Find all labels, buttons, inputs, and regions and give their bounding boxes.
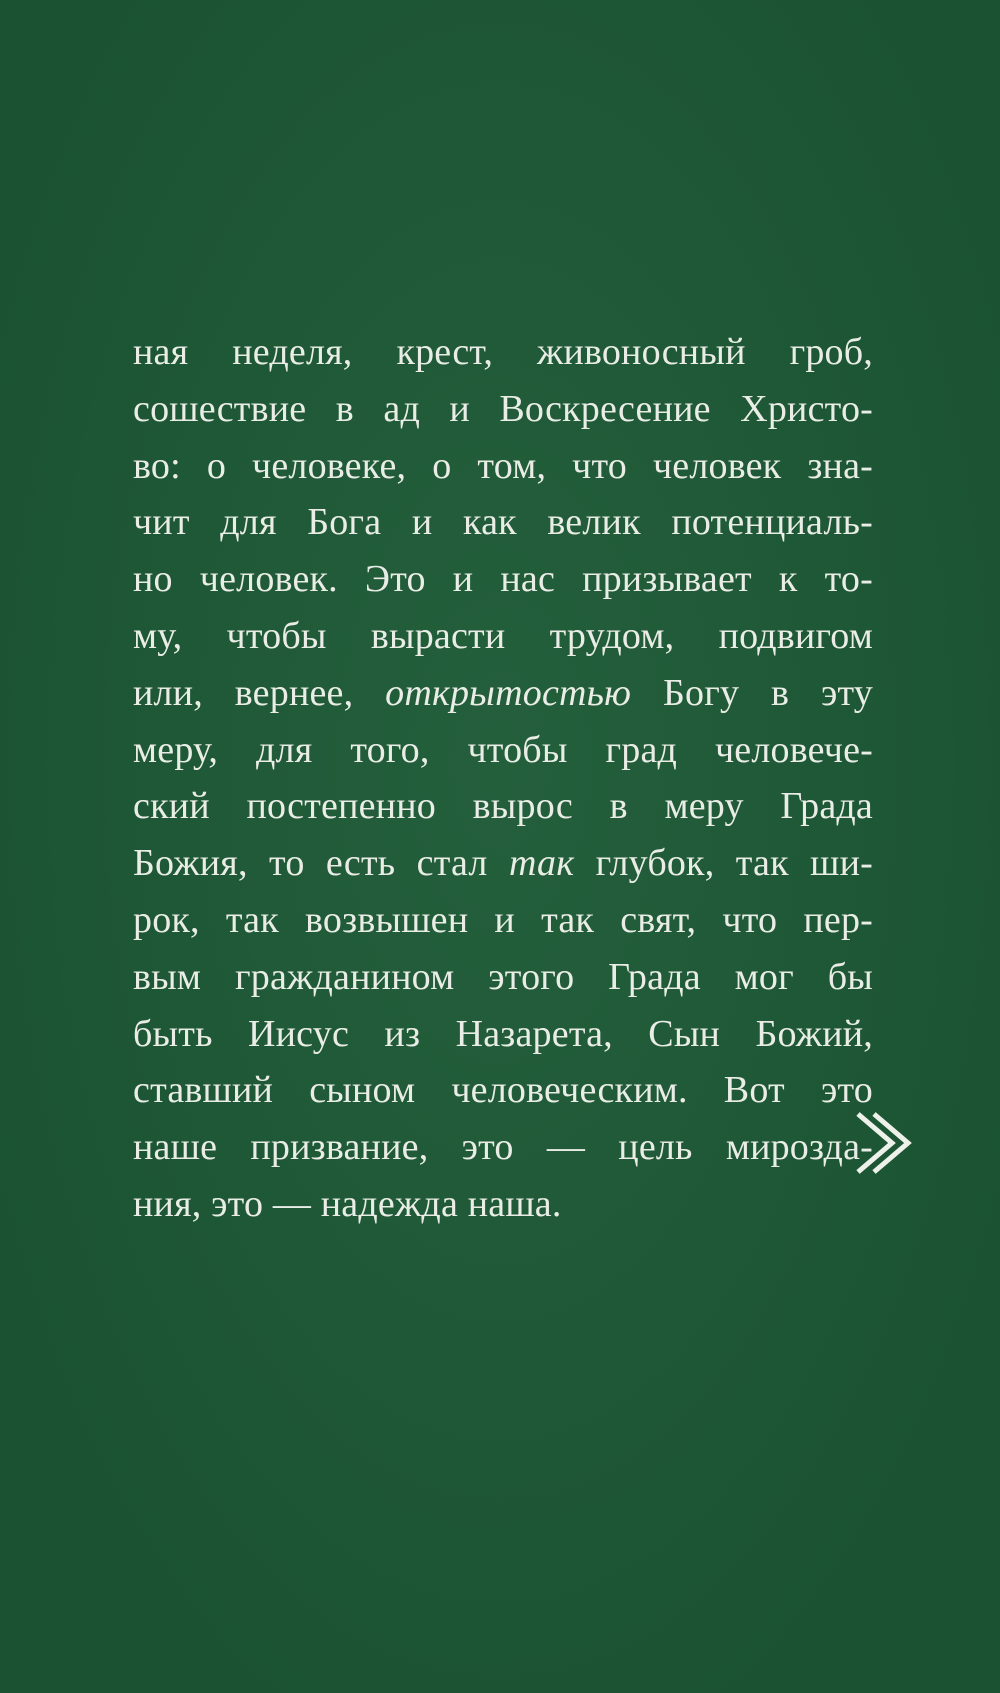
text-line [133, 892, 873, 949]
line-text: во: о человеке, о том, что человек зна- [133, 444, 873, 487]
text-line [133, 608, 873, 665]
text-line [133, 438, 873, 495]
line-text: наше призвание, это — цель мирозда- [133, 1126, 873, 1169]
emphasis-text: так [508, 842, 575, 885]
emphasis-text: открытостью [385, 671, 632, 714]
text-line [133, 1176, 873, 1233]
line-text: Богу в эту [631, 671, 874, 714]
text-line [133, 1119, 873, 1176]
text-line [133, 324, 873, 381]
text-line [133, 1006, 873, 1063]
text-line [133, 381, 873, 438]
text-line [133, 551, 873, 608]
text-line [133, 494, 873, 551]
line-text: быть Иисус из Назарета, Сын Божий, [133, 1012, 873, 1055]
line-text: меру, для того, чтобы град человече- [133, 728, 873, 771]
line-text: ский постепенно вырос в меру Града [133, 785, 873, 828]
double-chevron-right-svg [852, 1108, 912, 1178]
text-line [133, 722, 873, 779]
double-chevron-right-icon [852, 1108, 912, 1178]
line-text: глубок, так ши- [574, 842, 874, 885]
text-line [133, 665, 873, 722]
text-line [133, 1062, 873, 1119]
line-text: Божия, то есть стал [133, 842, 509, 885]
text-line [133, 835, 873, 892]
line-text: ная неделя, крест, живоносный гроб, [133, 331, 873, 373]
text-line [133, 778, 873, 835]
line-text: му, чтобы вырасти трудом, подвигом [133, 614, 873, 657]
line-text: но человек. Это и нас призывает к то- [133, 558, 873, 601]
line-text: сошествие в ад и Воскресение Христо- [133, 387, 873, 430]
line-text: чит для Бога и как велик потенциаль- [133, 501, 873, 544]
text-line [133, 949, 873, 1006]
line-text: вым гражданином этого Града мог бы [133, 955, 873, 998]
body-paragraph [133, 324, 873, 1233]
line-text: ния, это — надежда наша. [133, 1182, 562, 1225]
line-text: рок, так возвышен и так свят, что пер- [133, 898, 873, 941]
line-text: или, вернее, [133, 671, 386, 714]
line-text: ставший сыном человеческим. Вот это [133, 1069, 873, 1112]
